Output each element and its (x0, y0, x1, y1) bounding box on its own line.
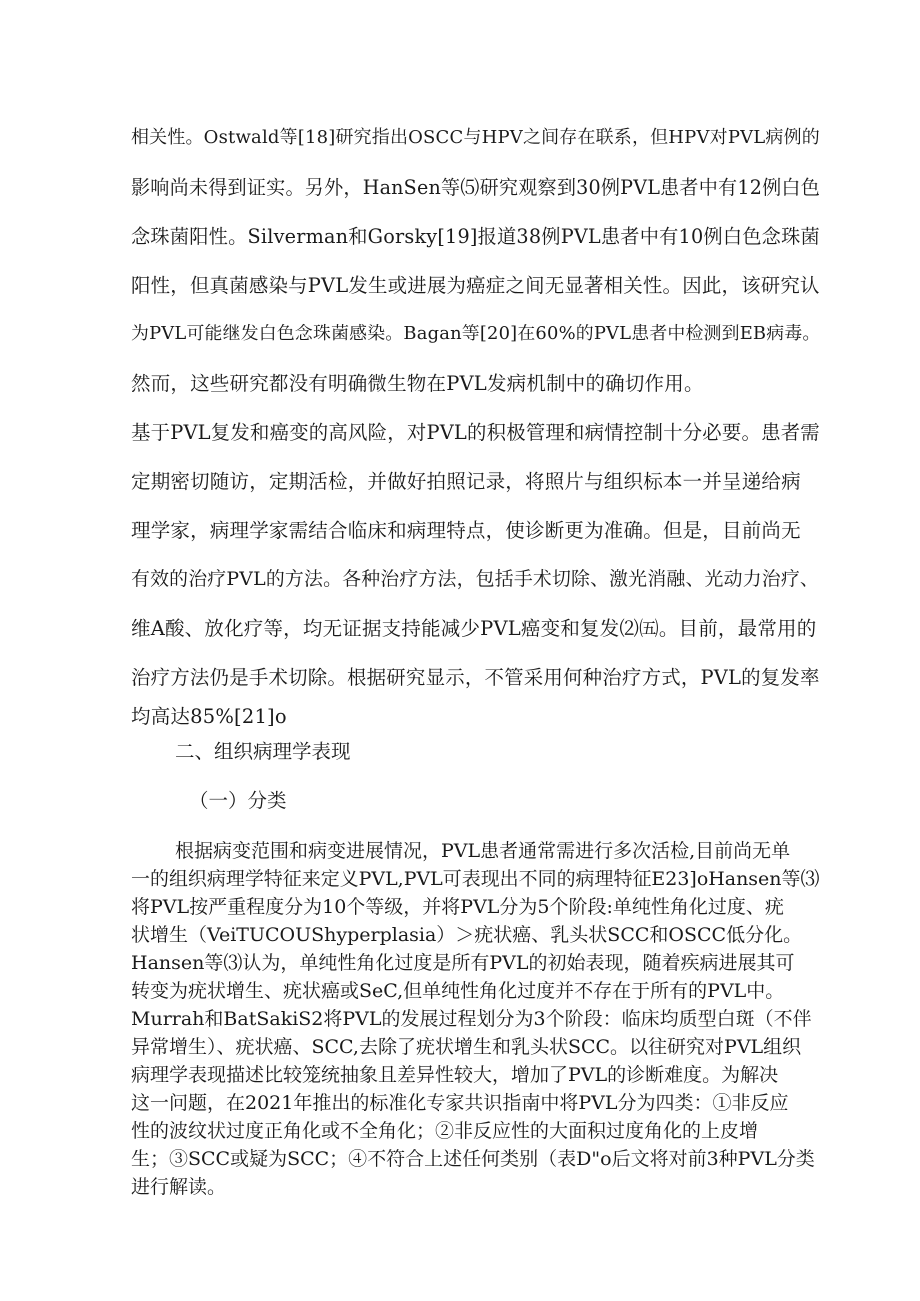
text-line: 转变为疣状增生、疣状癌或SeC,但单纯性角化过度并不存在于所有的PVL中。 (131, 980, 785, 1002)
text-line: 病理学表现描述比较笼统抽象且差异性较大，增加了PVL的诊断难度。为解决 (131, 1064, 779, 1086)
text-line: 阳性，但真菌感染与PVL发生或进展为癌症之间无显著相关性。因此，该研究认 (131, 274, 820, 297)
text-line: 然而，这些研究都没有明确微生物在PVL发病机制中的确切作用。 (131, 372, 704, 395)
text-line: 有效的治疗PVL的方法。各种治疗方法，包括手术切除、激光消融、光动力治疗、 (131, 568, 820, 590)
text-line: 治疗方法仍是手术切除。根据研究显示，不管采用何种治疗方式，PVL的复发率 (131, 666, 820, 689)
text-line: 状增生（VeiTUCOUShyperplasia）＞疣状癌、乳头状SCC和OSCC低分化。 (131, 924, 803, 946)
text-line: 基于PVL复发和癌变的高风险，对PVL的积极管理和病情控制十分必要。患者需 (131, 421, 820, 444)
text-line: 理学家，病理学家需结合临床和病理特点，使诊断更为准确。但是，目前尚无 (131, 519, 801, 542)
text-line: Murrah和BatSakiS2将PVL的发展过程划分为3个阶段：临床均质型白斑（不伴 (131, 1008, 812, 1030)
section-heading: 二、组织病理学表现 (175, 740, 351, 763)
text-line: 念珠菌阳性。Silverman和Gorsky[19]报道38例PVL患者中有10例白色念珠菌 (131, 225, 820, 248)
text-line: 影响尚未得到证实。另外，HanSen等⑸研究观察到30例PVL患者中有12例白色 (131, 176, 821, 199)
text-line: 这一问题，在2021年推出的标准化专家共识指南中将PVL分为四类：①非反应 (131, 1092, 789, 1114)
text-line: 相关性。Ostwald等[18]研究指出OSCC与HPV之间存在联系，但HPV对PVL病例的 (131, 127, 820, 148)
text-line: 异常增生）、疣状癌、SCC,去除了疣状增生和乳头状SCC。以往研究对PVL组织 (131, 1036, 802, 1058)
text-line: 进行解读。 (131, 1176, 227, 1198)
text-line: 根据病变范围和病变进展情况，PVL患者通常需进行多次活检,目前尚无单 (175, 840, 791, 862)
subsection-heading: （一）分类 (189, 789, 287, 812)
text-line: 生；③SCC或疑为SCC；④不符合上述任何类别（表D"o后文将对前3种PVL分类 (131, 1148, 815, 1170)
text-line: 维A酸、放化疗等，均无证据支持能减少PVL癌变和复发⑵㈤。目前，最常用的 (131, 617, 817, 640)
text-line: Hansen等⑶认为，单纯性角化过度是所有PVL的初始表现，随着疾病进展其可 (131, 952, 795, 974)
text-line: 一的组织病理学特征来定义PVL,PVL可表现出不同的病理特征E23]oHansen等⑶ (131, 868, 820, 890)
text-line: 定期密切随访，定期活检，并做好拍照记录，将照片与组织标本一并呈递给病 (131, 470, 801, 493)
text-line: 将PVL按严重程度分为10个等级，并将PVL分为5个阶段:单纯性角化过度、疣 (131, 896, 784, 918)
text-line: 均高达85%[21]o (131, 705, 287, 728)
text-line: 为PVL可能继发白色念珠菌感染。Bagan等[20]在60%的PVL患者中检测到EB病毒。 (131, 323, 821, 344)
text-line: 性的波纹状过度正角化或不全角化；②非反应性的大面积过度角化的上皮增 (131, 1120, 759, 1142)
